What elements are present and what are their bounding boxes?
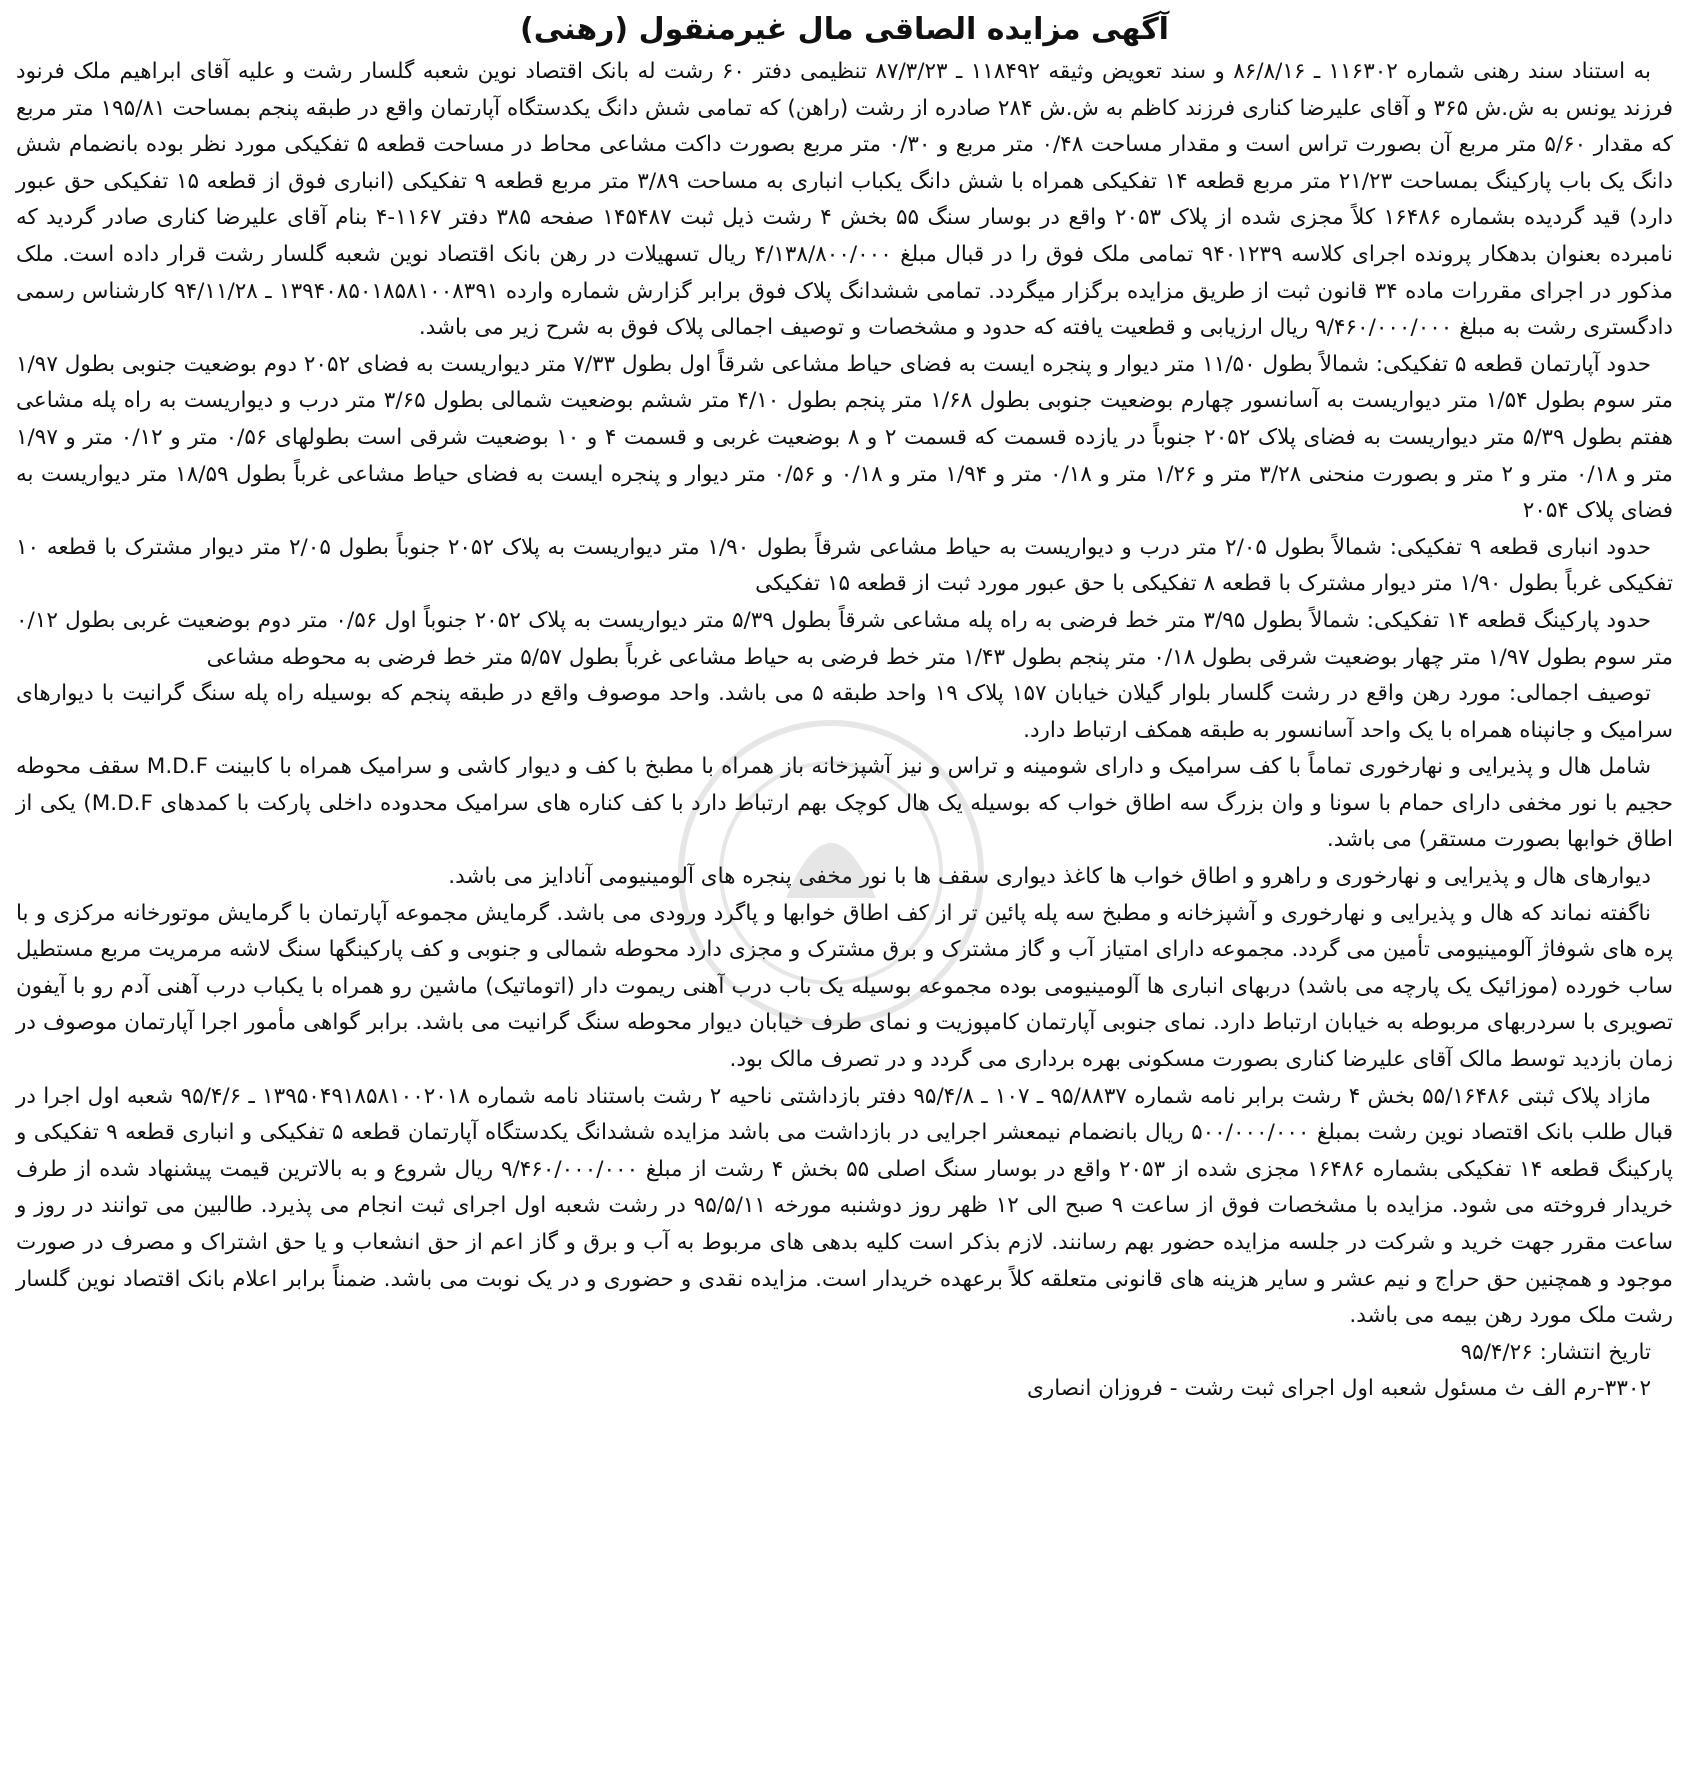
notice-title: آگهی مزایده الصاقی مال غیرمنقول (رهنی) xyxy=(520,12,1169,47)
summary-description-paragraph: توصیف اجمالی: مورد رهن واقع در رشت گلسار بلوار گیلان خیابان ۱۵۷ پلاک ۱۹ واحد طبقه ۵ می باشد. واحد موصوف واقع در طبقه پنجم که بوسیله راه پله سنگ گرانیت با دیوارهای سرامیک و جانپناه همراه با یک واحد آسانسور به طبقه همکف ارتباط دارد. xyxy=(16,681,1673,743)
parking-boundaries-paragraph: حدود پارکینگ قطعه ۱۴ تفکیکی: شمالاً بطول ۳/۹۵ متر خط فرضی به راه پله مشاعی شرقاً بطول ۵/۳۹ متر دیواریست به پلاک ۲۰۵۲ جنوباً اول ۰/۵۶ متر دوم بوضعیت غربی بطول ۰/۱۲ متر سوم بطول ۱/۹۷ متر چهار بوضعیت شرقی بطول ۰/۱۸ متر پنجم بطول ۱/۴۳ متر خط فرضی به حیاط مشاعی غرباً بطول ۵/۵۷ متر خط فرضی به محوطه مشاعی xyxy=(16,607,1673,670)
apartment-boundaries-paragraph: حدود آپارتمان قطعه ۵ تفکیکی: شمالاً بطول ۱۱/۵۰ متر دیوار و پنجره ایست به فضای حیاط مشاعی شرقاً اول بطول ۷/۳۳ متر دیواریست به فضای ۲۰۵۲ دوم بوضعیت جنوبی بطول ۱/۹۷ متر سوم بطول ۱/۵۴ متر دیواریست به آسانسور چهارم بوضعیت جنوبی بطول ۱/۶۸ متر پنجم بطول ۴/۱۰ متر ششم بوضعیت شمالی بطول ۳/۶۵ متر درب و دیواریست به راه پله مشاعی هفتم بطول ۵/۳۹ متر دیواریست به فضای پلاک ۲۰۵۲ جنوباً در یازده قسمت که قسمت ۲ و ۸ بوضعیت غربی و قسمت ۴ و ۱۰ بوضعیت شرقی است بطولهای ۰/۵۶ متر و ۰/۱۲ متر و ۱/۹۷ متر و ۰/۱۸ متر و ۲ متر و بصورت منحنی ۳/۲۸ متر و ۱/۲۶ متر و ۰/۱۸ متر و ۱/۹۴ متر و ۰/۱۸ و ۰/۵۶ متر دیوار و پنجره ایست به فضای حیاط مشاعی غرباً بطول ۱۸/۵۹ متر دیواریست به فضای پلاک ۲۰۵۴ xyxy=(16,351,1673,524)
walls-description-paragraph: دیوارهای هال و پذیرایی و نهارخوری و راهرو و اطاق خواب ها کاغذ دیواری سقف ها با نور مخفی پنجره های آلومینیومی آنادایز می باشد. xyxy=(448,864,1651,890)
signature-line: ۳۳۰۲-رم الف ث مسئول شعبه اول اجرای ثبت رشت - فروزان انصاری xyxy=(1027,1376,1651,1402)
building-features-paragraph: ناگفته نماند که هال و پذیرایی و نهارخوری و آشپزخانه و مطبخ سه پله پائین تر از کف اطاق خوابها و پاگرد ورودی می باشد. گرمایش مجموعه آپارتمان با گرمایش موتورخانه مرکزی و با پره های شوفاژ آلومینیومی تأمین می گردد. مجموعه دارای امتیاز آب و گاز مشترک و برق مشترک و مجزی دارد محوطه شمالی و جنوبی و کف پارکینگها سنگ لاشه مرمریت مربع مستطیل ساب خورده (موزائیک یک پارچه می باشد) دربهای انباری ها آلومینیومی بوده مجموعه بوسیله یک باب درب آهنی ریموت دار (اتوماتیک) ماشین رو همراه با یکباب درب آهنی آدم رو با آیفون تصویری با سردربهای مربوطه به خیابان ارتباط دارد. نمای جنوبی آپارتمان کامپوزیت و نمای طرف خیابان دیوار محوطه سنگ گرانیت می باشد. برابر گواهی مأمور اجرا آپارتمان موصوف در زمان بازدید توسط مالک آقای علیرضا کناری بصورت مسکونی بهره برداری می گردد و در تصرف مالک بود. xyxy=(16,900,1673,1073)
publish-date: تاریخ انتشار: ۹۵/۴/۲۶ xyxy=(1460,1339,1651,1365)
auction-terms-paragraph: مازاد پلاک ثبتی ۵۵/۱۶۴۸۶ بخش ۴ رشت برابر نامه شماره ۹۵/۸۸۳۷ ـ ۱۰۷ ـ ۹۵/۴/۸ دفتر بازداشتی ناحیه ۲ رشت باستناد نامه شماره ۱۳۹۵۰۴۹۱۸۵۸۱۰۰۲۰۱۸ ـ ۹۵/۴/۶ شعبه اول اجرا در قبال طلب بانک اقتصاد نوین رشت بمبلغ ۵۰۰/۰۰۰/۰۰۰ ریال بانضمام نیمعشر اجرایی در بازداشت می باشد مزایده ششدانگ یکدستگاه آپارتمان قطعه ۵ تفکیکی و انباری قطعه ۹ تفکیکی و پارکینگ قطعه ۱۴ تفکیکی بشماره ۱۶۴۸۶ مجزی شده از ۲۰۵۳ واقع در بوسار سنگ اصلی ۵۵ بخش ۴ رشت از مبلغ ۹/۴۶۰/۰۰۰/۰۰۰ ریال شروع و به بالاترین قیمت پیشنهاد شده از طرف خریدار فروخته می شود. مزایده با مشخصات فوق از ساعت ۹ صبح الی ۱۲ ظهر روز دوشنبه مورخه ۹۵/۵/۱۱ در رشت شعبه اول اجرای ثبت انجام می پذیرد. طالبین می توانند در روز و ساعت مقرر جهت خرید و شرکت در جلسه مزایده حضور بهم رسانند. لازم بذکر است کلیه بدهی های مربوط به آب و برق و گاز اعم از حق انشعاب و یا حق اشتراک و مصرف در صورت موجود و همچنین حق حراج و نیم عشر و سایر هزینه های قانونی متعلقه کلاً برعهده خریدار است. مزایده نقدی و حضوری و در یک نوبت می باشد. ضمناً برابر اعلام بانک اقتصاد نوین گلسار رشت ملک مورد رهن بیمه می باشد. xyxy=(16,1083,1673,1329)
intro-paragraph: به استناد سند رهنی شماره ۱۱۶۳۰۲ ـ ۸۶/۸/۱۶ و سند تعویض وثیقه ۱۱۸۴۹۲ ـ ۸۷/۳/۲۳ تنظیمی دفتر ۶۰ رشت له بانک اقتصاد نوین شعبه گلسار رشت و علیه آقای ابراهیم ملک فرنود فرزند یونس به ش.ش ۳۶۵ و آقای علیرضا کناری فرزند کاظم به ش.ش ۲۸۴ صادره از رشت (راهن) که تمامی شش دانگ یکدستگاه آپارتمان واقع در طبقه پنجم بمساحت ۱۹۵/۸۱ متر مربع که مقدار ۵/۶۰ متر مربع آن بصورت تراس است و مقدار مساحت ۰/۴۸ متر مربع و ۰/۳۰ متر مربع بصورت داکت مشاعی محاط در مساحت قطعه ۵ تفکیکی مورد نظر بوده بانضمام شش دانگ یک باب پارکینگ بمساحت ۲۱/۲۳ متر مربع قطعه ۱۴ تفکیکی همراه با شش دانگ یکباب انباری به مساحت ۳/۸۹ متر مربع قطعه ۹ تفکیکی (انباری فوق از قطعه ۱۵ تفکیکی حق عبور دارد) قید گردیده بشماره ۱۶۴۸۶ کلاً مجزی شده از پلاک ۲۰۵۳ واقع در بوسار سنگ ۵۵ بخش ۴ رشت ذیل ثبت ۱۴۵۴۸۷ صفحه ۳۸۵ دفتر ۱۱۶۷-۴ بنام آقای علیرضا کناری صادر گردید که نامبرده بعنوان بدهکار پرونده اجرای کلاسه ۹۴۰۱۲۳۹ تمامی ملک فوق را در قبال مبلغ ۴/۱۳۸/۸۰۰/۰۰۰ ریال تسهیلات در رهن بانک اقتصاد نوین شعبه گلسار رشت قرار داده است. ملک مذکور در اجرای مقررات ماده ۳۴ قانون ثبت از طریق مزایده برگزار میگردد. تمامی ششدانگ پلاک فوق برابر گزارش شماره وارده ۱۳۹۴۰۸۵۰۱۸۵۸۱۰۰۸۳۹۱ ـ ۹۴/۱۱/۲۸ کارشناس رسمی دادگستری رشت به مبلغ ۹/۴۶۰/۰۰۰/۰۰۰ ریال ارزیابی و قطعیت یافته که حدود و مشخصات و توصیف اجمالی پلاک فوق به شرح زیر می باشد. xyxy=(16,59,1674,341)
document-page xyxy=(16,8,1673,1774)
storage-boundaries-paragraph: حدود انباری قطعه ۹ تفکیکی: شمالاً بطول ۲/۰۵ متر درب و دیواریست به حیاط مشاعی شرقاً بطول ۱/۹۰ متر دیواریست به پلاک ۲۰۵۲ جنوباً بطول ۲/۰۵ متر دیوار مشترک با قطعه ۱۰ تفکیکی غرباً بطول ۱/۹۰ متر دیوار مشترک با قطعه ۸ تفکیکی با حق عبور مورد ثبت از قطعه ۱۵ تفکیکی xyxy=(16,534,1673,597)
interior-description-paragraph: شامل هال و پذیرایی و نهارخوری تماماً با کف سرامیک و دارای شومینه و تراس و نیز آشپزخانه باز همراه با مطبخ با کف و دیوار کاشی و سرامیک همراه با کابینت M.D.F سقف محوطه حجیم با نور مخفی دارای حمام با سونا و وان بزرگ سه اطاق خواب که بوسیله یک هال کوچک بهم ارتباط دارد با کف کناره های سرامیک محدوده داخلی پارکت با کمدهای M.D.F) یکی از اطاق خوابها بصورت مستقر) می باشد. xyxy=(16,754,1673,853)
